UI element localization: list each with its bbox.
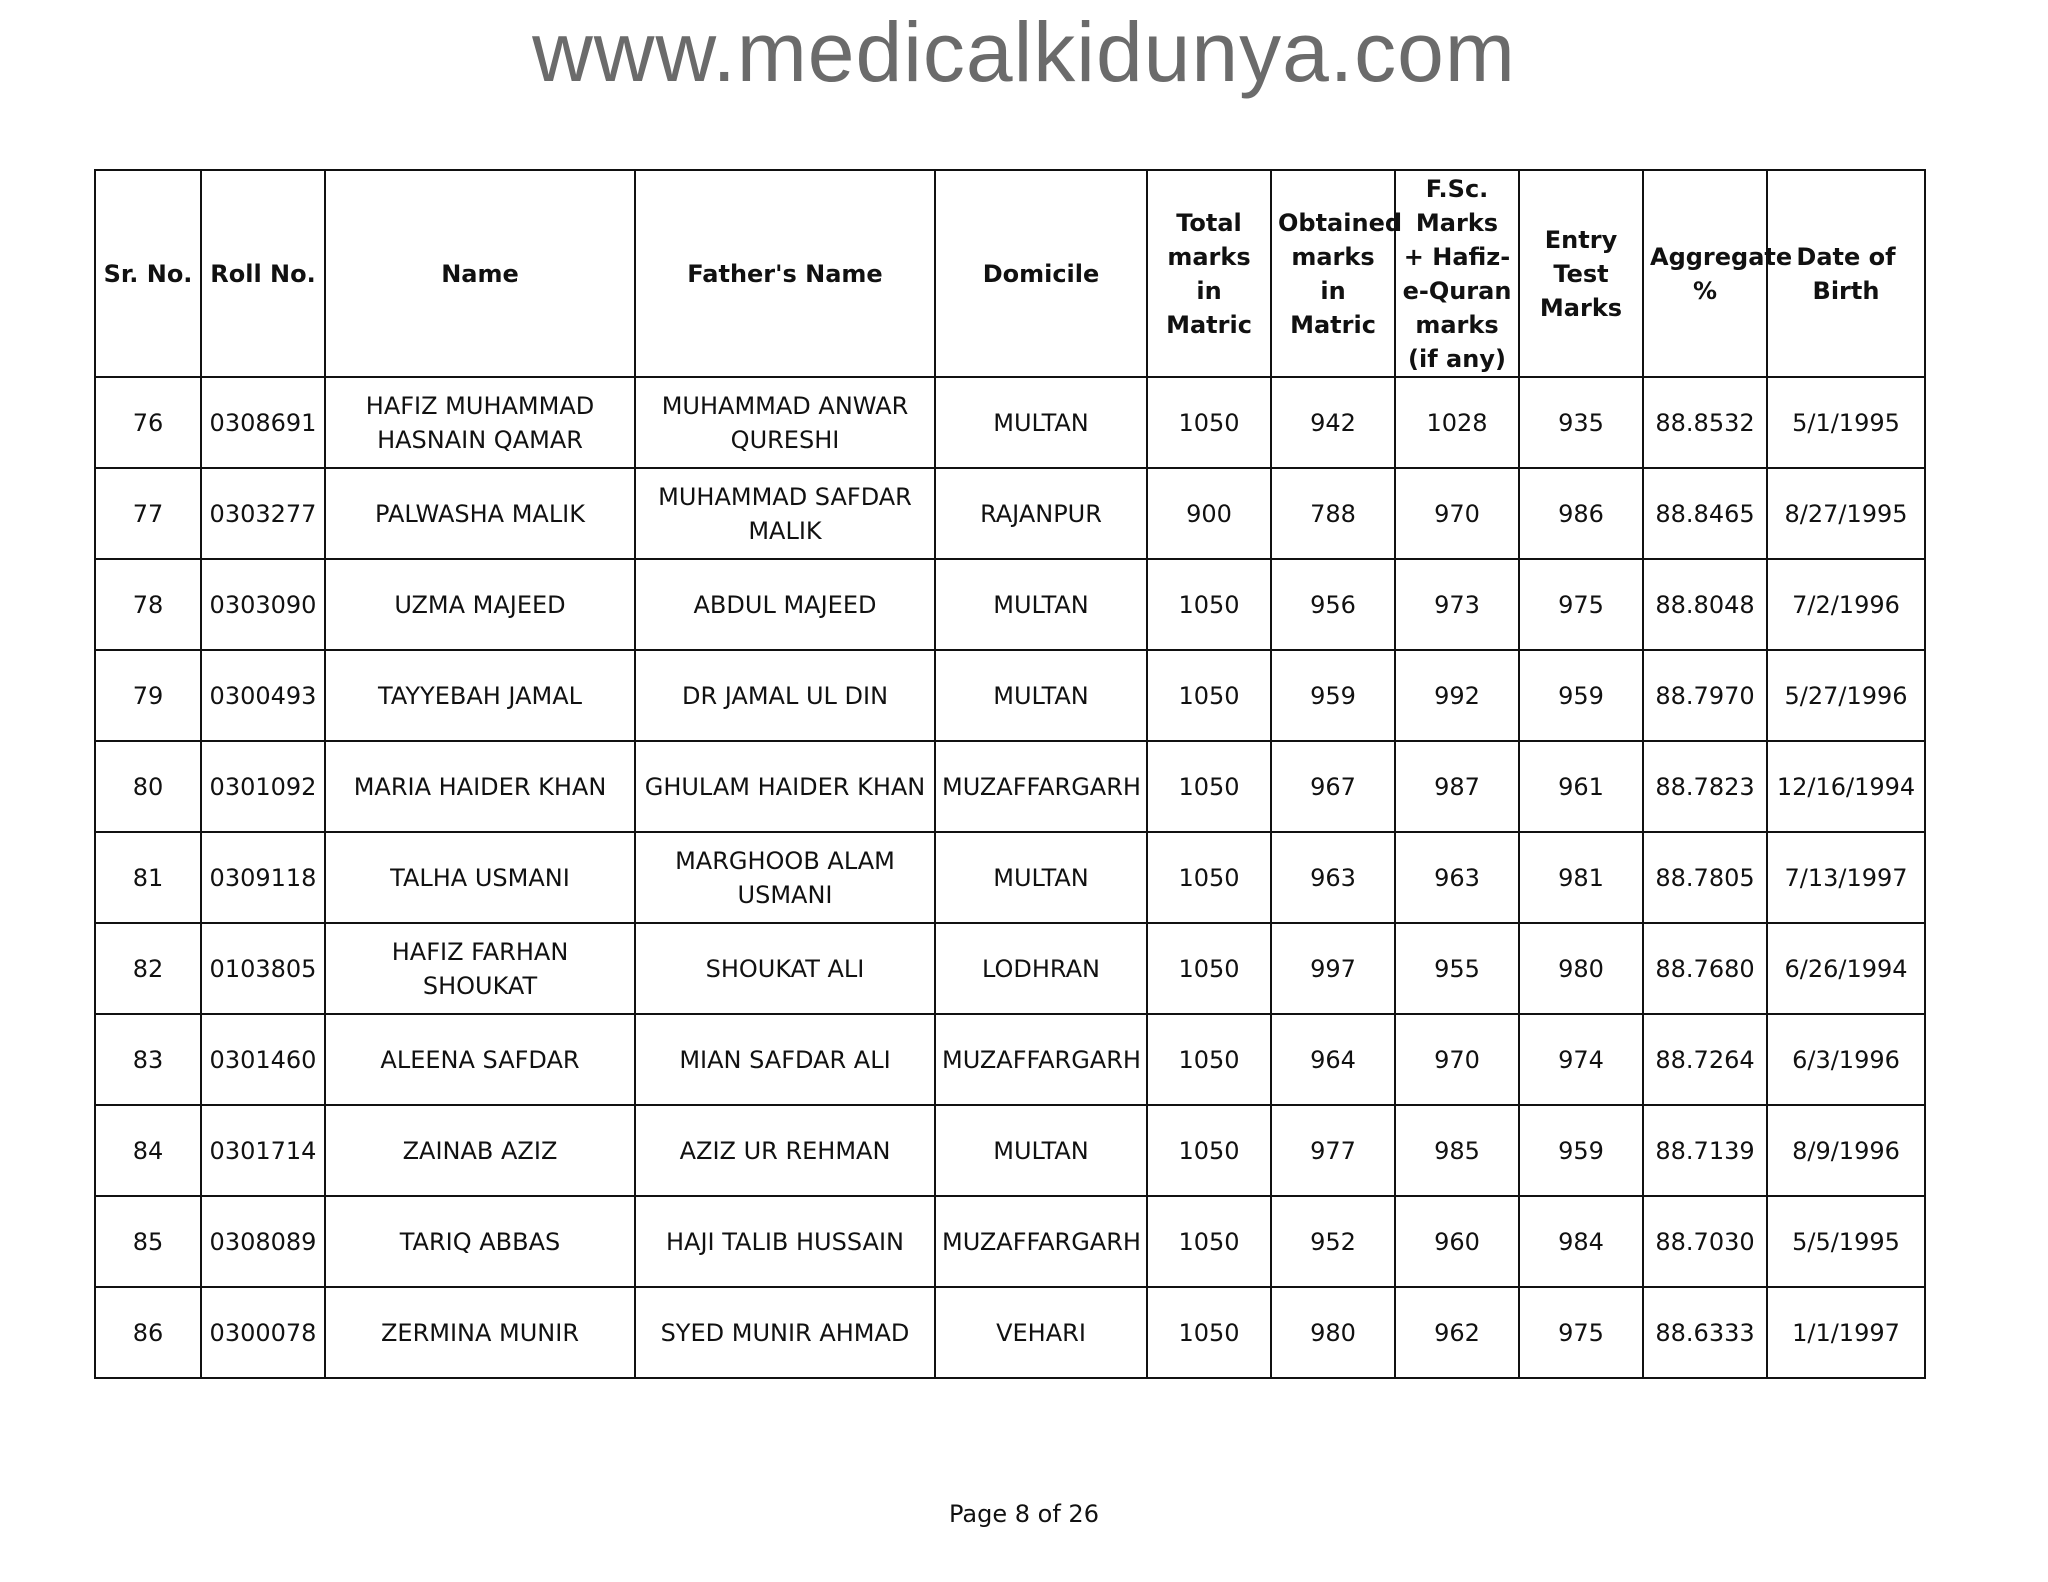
date-of-birth-cell: 1/1/1997 xyxy=(1767,1287,1925,1378)
table-row xyxy=(95,650,1925,741)
father-name-cell: HAJI TALIB HUSSAIN xyxy=(635,1196,935,1287)
total-matric-cell: 900 xyxy=(1147,468,1271,559)
column-header: Total marks in Matric xyxy=(1147,170,1271,377)
entry-test-cell: 959 xyxy=(1519,1105,1643,1196)
obtained-matric-cell: 977 xyxy=(1271,1105,1395,1196)
obtained-matric-cell: 942 xyxy=(1271,377,1395,468)
date-of-birth-cell: 7/13/1997 xyxy=(1767,832,1925,923)
domicile-cell: RAJANPUR xyxy=(935,468,1147,559)
domicile-cell: LODHRAN xyxy=(935,923,1147,1014)
obtained-matric-cell: 980 xyxy=(1271,1287,1395,1378)
column-header: Date of Birth xyxy=(1767,170,1925,377)
date-of-birth-cell: 5/5/1995 xyxy=(1767,1196,1925,1287)
column-header: F.Sc. Marks + Hafiz-e-Quran marks (if any) xyxy=(1395,170,1519,377)
date-of-birth-cell: 5/1/1995 xyxy=(1767,377,1925,468)
sr-no-cell: 80 xyxy=(95,741,201,832)
table-row xyxy=(95,832,1925,923)
domicile-cell: MUZAFFARGARH xyxy=(935,1014,1147,1105)
column-header: Entry Test Marks xyxy=(1519,170,1643,377)
table-header-row xyxy=(95,170,1925,377)
roll-no-cell: 0300493 xyxy=(201,650,325,741)
total-matric-cell: 1050 xyxy=(1147,1196,1271,1287)
sr-no-cell: 76 xyxy=(95,377,201,468)
total-matric-cell: 1050 xyxy=(1147,377,1271,468)
domicile-cell: MULTAN xyxy=(935,650,1147,741)
sr-no-cell: 84 xyxy=(95,1105,201,1196)
domicile-cell: MUZAFFARGARH xyxy=(935,741,1147,832)
father-name-cell: MIAN SAFDAR ALI xyxy=(635,1014,935,1105)
total-matric-cell: 1050 xyxy=(1147,650,1271,741)
column-header: Father's Name xyxy=(635,170,935,377)
domicile-cell: MUZAFFARGARH xyxy=(935,1196,1147,1287)
total-matric-cell: 1050 xyxy=(1147,1014,1271,1105)
website-watermark: www.medicalkidunya.com xyxy=(532,5,1516,99)
aggregate-cell: 88.7970 xyxy=(1643,650,1767,741)
domicile-cell: VEHARI xyxy=(935,1287,1147,1378)
name-cell: HAFIZ MUHAMMAD HASNAIN QAMAR xyxy=(325,377,635,468)
fsc-marks-cell: 987 xyxy=(1395,741,1519,832)
total-matric-cell: 1050 xyxy=(1147,832,1271,923)
sr-no-cell: 78 xyxy=(95,559,201,650)
total-matric-cell: 1050 xyxy=(1147,1287,1271,1378)
roll-no-cell: 0308089 xyxy=(201,1196,325,1287)
roll-no-cell: 0300078 xyxy=(201,1287,325,1378)
entry-test-cell: 935 xyxy=(1519,377,1643,468)
roll-no-cell: 0301714 xyxy=(201,1105,325,1196)
aggregate-cell: 88.8048 xyxy=(1643,559,1767,650)
table-row xyxy=(95,923,1925,1014)
roll-no-cell: 0303277 xyxy=(201,468,325,559)
name-cell: HAFIZ FARHAN SHOUKAT xyxy=(325,923,635,1014)
name-cell: TARIQ ABBAS xyxy=(325,1196,635,1287)
date-of-birth-cell: 8/9/1996 xyxy=(1767,1105,1925,1196)
aggregate-cell: 88.7030 xyxy=(1643,1196,1767,1287)
column-header: Aggregate % xyxy=(1643,170,1767,377)
aggregate-cell: 88.8532 xyxy=(1643,377,1767,468)
aggregate-cell: 88.7805 xyxy=(1643,832,1767,923)
table-row xyxy=(95,1287,1925,1378)
sr-no-cell: 86 xyxy=(95,1287,201,1378)
father-name-cell: ABDUL MAJEED xyxy=(635,559,935,650)
fsc-marks-cell: 992 xyxy=(1395,650,1519,741)
column-header: Obtained marks in Matric xyxy=(1271,170,1395,377)
table-row xyxy=(95,468,1925,559)
date-of-birth-cell: 8/27/1995 xyxy=(1767,468,1925,559)
aggregate-cell: 88.6333 xyxy=(1643,1287,1767,1378)
obtained-matric-cell: 964 xyxy=(1271,1014,1395,1105)
sr-no-cell: 81 xyxy=(95,832,201,923)
name-cell: UZMA MAJEED xyxy=(325,559,635,650)
fsc-marks-cell: 970 xyxy=(1395,468,1519,559)
domicile-cell: MULTAN xyxy=(935,559,1147,650)
date-of-birth-cell: 5/27/1996 xyxy=(1767,650,1925,741)
fsc-marks-cell: 962 xyxy=(1395,1287,1519,1378)
obtained-matric-cell: 788 xyxy=(1271,468,1395,559)
father-name-cell: SYED MUNIR AHMAD xyxy=(635,1287,935,1378)
roll-no-cell: 0103805 xyxy=(201,923,325,1014)
table-row xyxy=(95,1014,1925,1105)
entry-test-cell: 981 xyxy=(1519,832,1643,923)
entry-test-cell: 986 xyxy=(1519,468,1643,559)
obtained-matric-cell: 997 xyxy=(1271,923,1395,1014)
obtained-matric-cell: 952 xyxy=(1271,1196,1395,1287)
date-of-birth-cell: 6/26/1994 xyxy=(1767,923,1925,1014)
aggregate-cell: 88.7823 xyxy=(1643,741,1767,832)
father-name-cell: MARGHOOB ALAM USMANI xyxy=(635,832,935,923)
date-of-birth-cell: 7/2/1996 xyxy=(1767,559,1925,650)
fsc-marks-cell: 960 xyxy=(1395,1196,1519,1287)
entry-test-cell: 959 xyxy=(1519,650,1643,741)
fsc-marks-cell: 1028 xyxy=(1395,377,1519,468)
table-row xyxy=(95,377,1925,468)
entry-test-cell: 975 xyxy=(1519,1287,1643,1378)
name-cell: ZERMINA MUNIR xyxy=(325,1287,635,1378)
total-matric-cell: 1050 xyxy=(1147,923,1271,1014)
roll-no-cell: 0309118 xyxy=(201,832,325,923)
obtained-matric-cell: 959 xyxy=(1271,650,1395,741)
father-name-cell: DR JAMAL UL DIN xyxy=(635,650,935,741)
total-matric-cell: 1050 xyxy=(1147,741,1271,832)
table-row xyxy=(95,741,1925,832)
total-matric-cell: 1050 xyxy=(1147,559,1271,650)
aggregate-cell: 88.7680 xyxy=(1643,923,1767,1014)
obtained-matric-cell: 956 xyxy=(1271,559,1395,650)
date-of-birth-cell: 12/16/1994 xyxy=(1767,741,1925,832)
page-number: Page 8 of 26 xyxy=(949,1500,1099,1528)
name-cell: PALWASHA MALIK xyxy=(325,468,635,559)
name-cell: ALEENA SAFDAR xyxy=(325,1014,635,1105)
name-cell: MARIA HAIDER KHAN xyxy=(325,741,635,832)
entry-test-cell: 980 xyxy=(1519,923,1643,1014)
table-body xyxy=(95,377,1925,1378)
roll-no-cell: 0301460 xyxy=(201,1014,325,1105)
date-of-birth-cell: 6/3/1996 xyxy=(1767,1014,1925,1105)
sr-no-cell: 77 xyxy=(95,468,201,559)
father-name-cell: MUHAMMAD SAFDAR MALIK xyxy=(635,468,935,559)
column-header: Sr. No. xyxy=(95,170,201,377)
fsc-marks-cell: 955 xyxy=(1395,923,1519,1014)
father-name-cell: SHOUKAT ALI xyxy=(635,923,935,1014)
obtained-matric-cell: 963 xyxy=(1271,832,1395,923)
table-row xyxy=(95,1105,1925,1196)
name-cell: TAYYEBAH JAMAL xyxy=(325,650,635,741)
fsc-marks-cell: 963 xyxy=(1395,832,1519,923)
name-cell: ZAINAB AZIZ xyxy=(325,1105,635,1196)
name-cell: TALHA USMANI xyxy=(325,832,635,923)
domicile-cell: MULTAN xyxy=(935,832,1147,923)
fsc-marks-cell: 985 xyxy=(1395,1105,1519,1196)
entry-test-cell: 975 xyxy=(1519,559,1643,650)
fsc-marks-cell: 973 xyxy=(1395,559,1519,650)
father-name-cell: AZIZ UR REHMAN xyxy=(635,1105,935,1196)
domicile-cell: MULTAN xyxy=(935,377,1147,468)
roll-no-cell: 0308691 xyxy=(201,377,325,468)
column-header: Domicile xyxy=(935,170,1147,377)
entry-test-cell: 984 xyxy=(1519,1196,1643,1287)
total-matric-cell: 1050 xyxy=(1147,1105,1271,1196)
sr-no-cell: 82 xyxy=(95,923,201,1014)
father-name-cell: GHULAM HAIDER KHAN xyxy=(635,741,935,832)
entry-test-cell: 974 xyxy=(1519,1014,1643,1105)
table-row xyxy=(95,1196,1925,1287)
father-name-cell: MUHAMMAD ANWAR QURESHI xyxy=(635,377,935,468)
entry-test-cell: 961 xyxy=(1519,741,1643,832)
column-header: Roll No. xyxy=(201,170,325,377)
column-header: Name xyxy=(325,170,635,377)
aggregate-cell: 88.7264 xyxy=(1643,1014,1767,1105)
sr-no-cell: 83 xyxy=(95,1014,201,1105)
domicile-cell: MULTAN xyxy=(935,1105,1147,1196)
roll-no-cell: 0301092 xyxy=(201,741,325,832)
sr-no-cell: 79 xyxy=(95,650,201,741)
sr-no-cell: 85 xyxy=(95,1196,201,1287)
merit-list-table xyxy=(94,169,1926,1379)
table-row xyxy=(95,559,1925,650)
obtained-matric-cell: 967 xyxy=(1271,741,1395,832)
roll-no-cell: 0303090 xyxy=(201,559,325,650)
aggregate-cell: 88.7139 xyxy=(1643,1105,1767,1196)
aggregate-cell: 88.8465 xyxy=(1643,468,1767,559)
fsc-marks-cell: 970 xyxy=(1395,1014,1519,1105)
